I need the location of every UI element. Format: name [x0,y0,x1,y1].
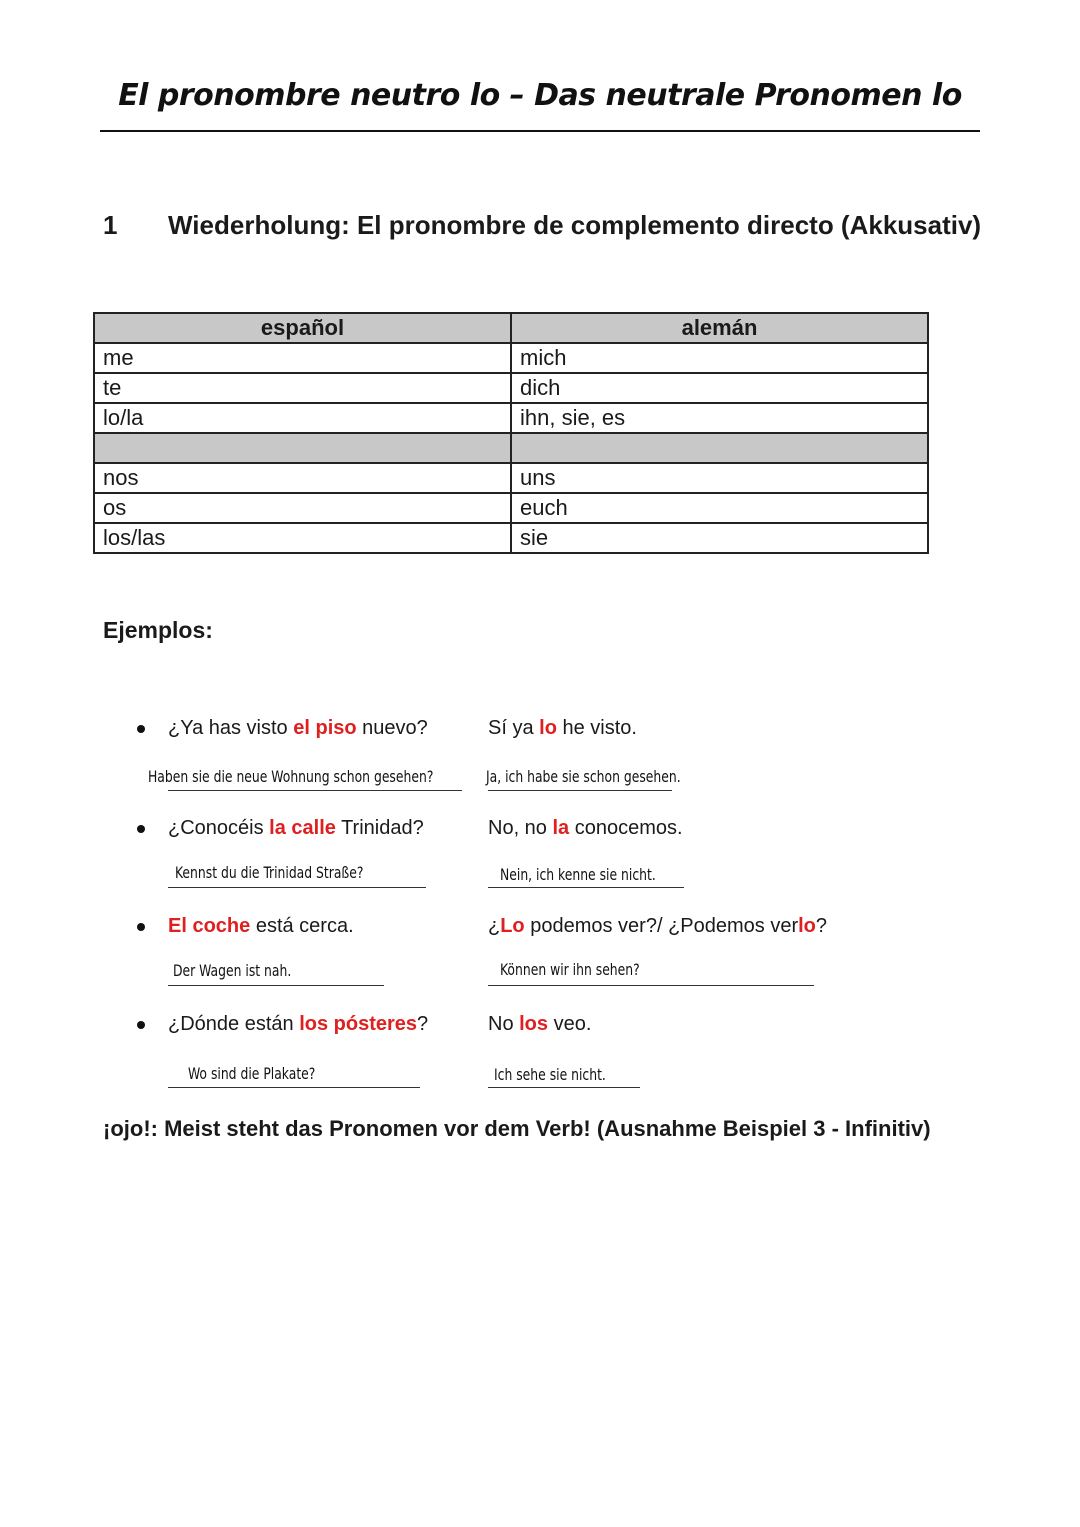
cell-de: dich [511,373,928,403]
answer-line [168,887,426,888]
bullet-point [137,923,145,931]
cell-es [94,433,511,463]
example-answer [488,915,827,938]
example-answer [488,817,683,840]
handwritten-translation: Wo sind die Plakate? [188,1064,316,1083]
answer-line [488,1087,640,1088]
highlight: la [552,817,570,839]
text: está cerca. [250,915,354,937]
table-row [94,403,928,433]
bullet-point [137,825,145,833]
answer-line [488,790,672,791]
text: he visto. [556,717,637,739]
text: ¿Conocéis [168,817,270,839]
text: ¿ [488,915,501,937]
header-aleman: alemán [511,313,928,343]
text: conocemos. [569,817,683,839]
answer-line [168,985,384,986]
example-question [168,915,354,938]
text: ? [417,1013,429,1035]
table-row-separator [94,433,928,463]
bullet-point [137,1021,145,1029]
highlight: la calle [269,817,336,839]
section-title: Wiederholung: El pronombre de complemento directo (Akkusativ) [168,210,982,240]
table-row [94,343,928,373]
table-row [94,493,928,523]
text: podemos ver?/ ¿Podemos ver [524,915,799,937]
section-number: 1 [103,210,118,240]
cell-de: sie [511,523,928,553]
example-question [168,817,424,840]
example-question [168,1013,428,1036]
text: veo. [548,1013,592,1035]
text: ¿Dónde están [168,1013,300,1035]
handwritten-translation: Ich sehe sie nicht. [494,1065,606,1084]
handwritten-translation: Kennst du die Trinidad Straße? [175,863,364,882]
cell-es: te [94,373,511,403]
example-answer [488,1013,591,1036]
answer-line [168,790,462,791]
title-underline [100,130,980,132]
answer-line [488,985,814,986]
text: ¿Ya has visto [168,717,294,739]
cell-de: euch [511,493,928,523]
examples-heading: Ejemplos: [103,617,213,643]
handwritten-translation: Der Wagen ist nah. [173,961,292,980]
handwritten-translation: Nein, ich kenne sie nicht. [500,865,656,884]
pronoun-table [93,312,929,554]
handwritten-translation: Ja, ich habe sie schon gesehen. [486,767,681,786]
handwritten-translation: Können wir ihn sehen? [500,960,640,979]
cell-es: os [94,493,511,523]
cell-es: los/las [94,523,511,553]
bullet-point [137,725,145,733]
answer-line [488,887,684,888]
highlight: lo [798,915,816,937]
cell-de: uns [511,463,928,493]
text: No [488,1013,520,1035]
highlight: los [519,1013,549,1035]
highlight: lo [539,717,557,739]
handwritten-translation: Haben sie die neue Wohnung schon gesehen? [148,767,434,786]
cell-de [511,433,928,463]
cell-es: lo/la [94,403,511,433]
example-question [168,717,428,740]
highlight: El coche [168,915,251,937]
text: Trinidad? [335,817,424,839]
example-answer [488,717,637,740]
highlight: Lo [500,915,525,937]
text: ? [815,915,828,937]
page-title: El pronombre neutro lo – Das neutrale Pronomen lo [118,78,962,113]
table-row [94,463,928,493]
text: No, no [488,817,553,839]
cell-es: me [94,343,511,373]
header-espanol: español [94,313,511,343]
highlight: el piso [293,717,357,739]
cell-es: nos [94,463,511,493]
cell-de: mich [511,343,928,373]
cell-de: ihn, sie, es [511,403,928,433]
note-text: ¡ojo!: Meist steht das Pronomen vor dem Verb! (Ausnahme Beispiel 3 - Infinitiv) [103,1116,931,1141]
text: Sí ya [488,717,540,739]
table-row [94,523,928,553]
table-row [94,373,928,403]
highlight: los pósteres [299,1013,418,1035]
text: nuevo? [356,717,428,739]
answer-line [168,1087,420,1088]
table-header-row [94,313,928,343]
